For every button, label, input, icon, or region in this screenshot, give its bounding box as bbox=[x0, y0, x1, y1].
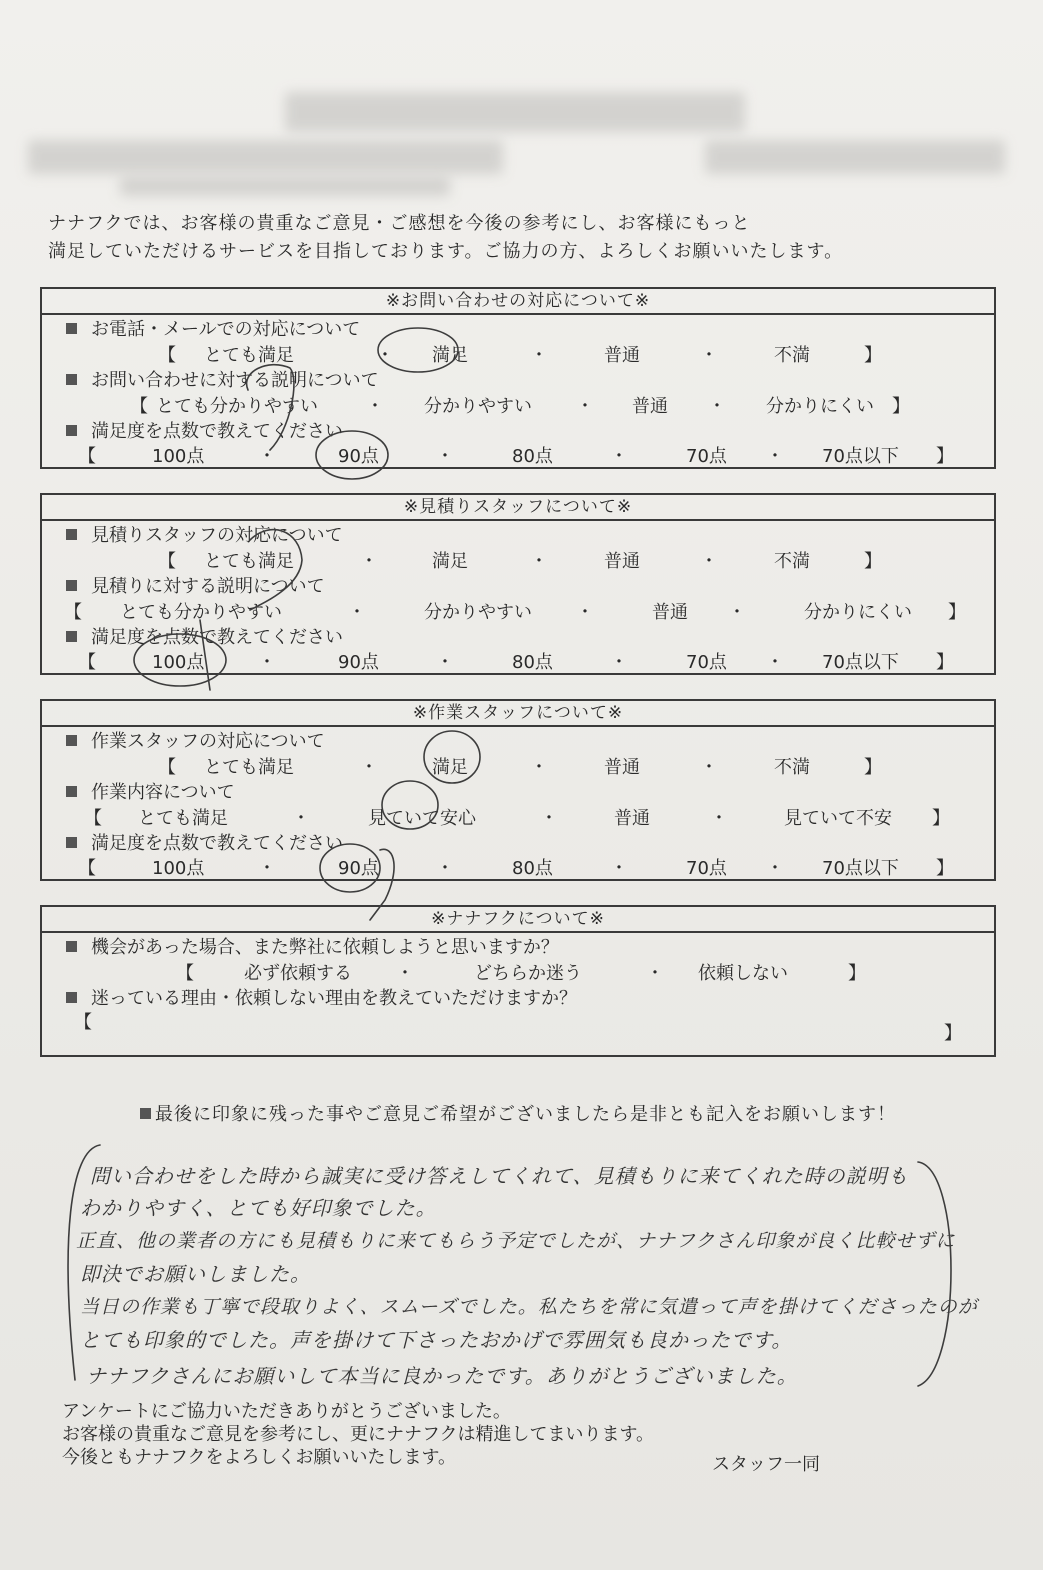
option[interactable]: 普通 bbox=[632, 396, 668, 417]
option[interactable]: 普通 bbox=[604, 345, 640, 366]
option[interactable]: 80点 bbox=[512, 858, 553, 879]
handwritten-line: 即決でお願いしました。 bbox=[80, 1262, 311, 1286]
question-label: 見積りに対する説明について bbox=[66, 572, 325, 598]
option[interactable]: 見ていて不安 bbox=[784, 808, 892, 829]
bracket-close: 】 bbox=[948, 602, 966, 623]
option[interactable]: 満足 bbox=[432, 551, 468, 572]
option[interactable]: 分かりやすい bbox=[424, 396, 532, 417]
separator: ・ bbox=[436, 858, 454, 879]
option[interactable]: 普通 bbox=[604, 551, 640, 572]
bracket-open: 【 bbox=[78, 446, 96, 467]
bracket-close: 】 bbox=[864, 551, 882, 572]
separator: ・ bbox=[540, 808, 558, 829]
option[interactable]: 不満 bbox=[774, 551, 810, 572]
selection-circle bbox=[250, 530, 302, 610]
selection-circle bbox=[382, 781, 438, 829]
option[interactable]: 70点以下 bbox=[822, 858, 899, 879]
bracket-close: 】 bbox=[932, 808, 950, 829]
question-label: 満足度を点数で教えてください bbox=[66, 623, 343, 649]
option[interactable]: 90点 bbox=[338, 446, 379, 467]
separator: ・ bbox=[360, 757, 378, 778]
comment-bracket bbox=[68, 1145, 100, 1380]
option[interactable]: 不満 bbox=[774, 345, 810, 366]
option[interactable]: 70点 bbox=[686, 858, 727, 879]
option[interactable]: 普通 bbox=[614, 808, 650, 829]
separator: ・ bbox=[700, 345, 718, 366]
closing-line: お客様の貴重なご意見を参考にし、更にナナフクは精進してまいります。 bbox=[62, 1424, 655, 1445]
question-label: 作業スタッフの対応について bbox=[66, 727, 325, 753]
section-title: ※お問い合わせの対応について※ bbox=[42, 289, 994, 315]
option[interactable]: とても満足 bbox=[204, 757, 294, 778]
separator: ・ bbox=[610, 652, 628, 673]
bracket-close: 】 bbox=[936, 446, 954, 467]
bracket-close: 】 bbox=[944, 1023, 962, 1044]
separator: ・ bbox=[530, 757, 548, 778]
option[interactable]: とても満足 bbox=[204, 551, 294, 572]
separator: ・ bbox=[376, 345, 394, 366]
separator: ・ bbox=[728, 602, 746, 623]
question-label: 満足度を点数で教えてください bbox=[66, 417, 343, 443]
selection-circle bbox=[200, 620, 210, 690]
bracket-open: 【 bbox=[158, 551, 176, 572]
option[interactable]: 普通 bbox=[604, 757, 640, 778]
separator: ・ bbox=[436, 446, 454, 467]
separator: ・ bbox=[258, 652, 276, 673]
question-label: 迷っている理由・依頼しない理由を教えていただけますか？ bbox=[66, 984, 577, 1010]
separator: ・ bbox=[576, 396, 594, 417]
handwritten-line: 当日の作業も丁寧で段取りよく、スムーズでした。私たちを常に気遣って声を掛けてくださったのが bbox=[80, 1296, 978, 1318]
option[interactable]: 70点 bbox=[686, 652, 727, 673]
question-label: 見積りスタッフの対応について bbox=[66, 521, 343, 547]
intro-line: ナナフクでは、お客様の貴重なご意見・ご感想を今後の参考にし、お客様にもっと bbox=[48, 213, 751, 234]
intro-line: 満足していただけるサービスを目指しております。ご協力の方、よろしくお願いいたします。 bbox=[48, 241, 844, 262]
option[interactable]: 満足 bbox=[432, 345, 468, 366]
selection-circle bbox=[316, 431, 388, 479]
bracket-close: 】 bbox=[864, 757, 882, 778]
section-title: ※ナナフクについて※ bbox=[42, 907, 994, 933]
separator: ・ bbox=[710, 808, 728, 829]
option[interactable]: 90点 bbox=[338, 652, 379, 673]
separator: ・ bbox=[646, 963, 664, 984]
option[interactable]: 普通 bbox=[652, 602, 688, 623]
question-label: お問い合わせに対する説明について bbox=[66, 366, 379, 392]
separator: ・ bbox=[292, 808, 310, 829]
bracket-close: 】 bbox=[936, 858, 954, 879]
selection-circle bbox=[378, 328, 458, 372]
option[interactable]: とても分かりやすい bbox=[156, 396, 318, 417]
bracket-close: 】 bbox=[936, 652, 954, 673]
option[interactable]: 分かりにくい bbox=[804, 602, 912, 623]
selection-circle bbox=[370, 849, 394, 920]
option[interactable]: 必ず依頼する bbox=[244, 963, 352, 984]
bracket-open: 【 bbox=[176, 963, 194, 984]
option[interactable]: 100点 bbox=[152, 858, 205, 879]
handwritten-line: ナナフクさんにお願いして本当に良かったです。ありがとうございました。 bbox=[86, 1364, 798, 1388]
bracket-open: 【 bbox=[78, 858, 96, 879]
option[interactable]: 依頼しない bbox=[698, 963, 788, 984]
closing-line: アンケートにご協力いただきありがとうございました。 bbox=[62, 1401, 511, 1422]
option[interactable]: 70点 bbox=[686, 446, 727, 467]
bracket-open: 【 bbox=[74, 1012, 92, 1033]
section-title: ※作業スタッフについて※ bbox=[42, 701, 994, 727]
option[interactable]: 分かりにくい bbox=[766, 396, 874, 417]
question-label: 満足度を点数で教えてください bbox=[66, 829, 343, 855]
bracket-close: 】 bbox=[848, 963, 866, 984]
bracket-open: 【 bbox=[64, 602, 82, 623]
option[interactable]: 満足 bbox=[432, 757, 468, 778]
option[interactable]: 90点 bbox=[338, 858, 379, 879]
option[interactable]: 分かりやすい bbox=[424, 602, 532, 623]
question-label: お電話・メールでの対応について bbox=[66, 315, 360, 341]
handwritten-line: わかりやすく、とても好印象でした。 bbox=[80, 1196, 437, 1220]
separator: ・ bbox=[258, 858, 276, 879]
separator: ・ bbox=[766, 446, 784, 467]
selection-circle bbox=[247, 365, 294, 450]
separator: ・ bbox=[360, 551, 378, 572]
separator: ・ bbox=[396, 963, 414, 984]
separator: ・ bbox=[258, 446, 276, 467]
handwritten-line: 問い合わせをした時から誠実に受け答えしてくれて、見積もりに来てくれた時の説明も bbox=[90, 1164, 909, 1188]
separator: ・ bbox=[530, 345, 548, 366]
option[interactable]: 80点 bbox=[512, 446, 553, 467]
separator: ・ bbox=[530, 551, 548, 572]
signature: スタッフ一同 bbox=[712, 1454, 820, 1475]
selection-circle bbox=[134, 634, 226, 686]
option[interactable]: 見ていて安心 bbox=[368, 808, 476, 829]
separator: ・ bbox=[366, 396, 384, 417]
bracket-open: 【 bbox=[78, 652, 96, 673]
section-title: ※見積りスタッフについて※ bbox=[42, 495, 994, 521]
selection-circle bbox=[424, 731, 480, 783]
handwritten-line: とても印象的でした。声を掛けて下さったおかげで雰囲気も良かったです。 bbox=[80, 1328, 793, 1352]
separator: ・ bbox=[610, 858, 628, 879]
bracket-close: 】 bbox=[864, 345, 882, 366]
question-label: 機会があった場合、また弊社に依頼しようと思いますか？ bbox=[66, 933, 559, 959]
separator: ・ bbox=[436, 652, 454, 673]
question-label: 作業内容について bbox=[66, 778, 235, 804]
bracket-close: 】 bbox=[892, 396, 910, 417]
closing-line: 今後ともナナフクをよろしくお願いいたします。 bbox=[62, 1447, 457, 1468]
bracket-open: 【 bbox=[158, 345, 176, 366]
final-comment-heading: 最後に印象に残った事やご意見ご希望がございましたら是非とも記入をお願いします！ bbox=[140, 1100, 896, 1126]
comment-bracket bbox=[918, 1162, 951, 1386]
bracket-open: 【 bbox=[158, 757, 176, 778]
option[interactable]: とても分かりやすい bbox=[120, 602, 282, 623]
separator: ・ bbox=[700, 757, 718, 778]
option[interactable]: とても満足 bbox=[204, 345, 294, 366]
option[interactable]: とても満足 bbox=[138, 808, 228, 829]
separator: ・ bbox=[610, 446, 628, 467]
option[interactable]: どちらか迷う bbox=[474, 963, 582, 984]
option[interactable]: 100点 bbox=[152, 446, 205, 467]
option[interactable]: 80点 bbox=[512, 652, 553, 673]
selection-circle bbox=[320, 844, 380, 892]
separator: ・ bbox=[766, 652, 784, 673]
separator: ・ bbox=[576, 602, 594, 623]
option[interactable]: 70点以下 bbox=[822, 652, 899, 673]
separator: ・ bbox=[708, 396, 726, 417]
separator: ・ bbox=[766, 858, 784, 879]
separator: ・ bbox=[700, 551, 718, 572]
option[interactable]: 100点 bbox=[152, 652, 205, 673]
option[interactable]: 70点以下 bbox=[822, 446, 899, 467]
bracket-open: 【 bbox=[84, 808, 102, 829]
bracket-open: 【 bbox=[130, 396, 148, 417]
separator: ・ bbox=[348, 602, 366, 623]
option[interactable]: 不満 bbox=[774, 757, 810, 778]
handwritten-line: 正直、他の業者の方にも見積もりに来てもらう予定でしたが、ナナフクさん印象が良く比較せずに bbox=[76, 1230, 956, 1252]
